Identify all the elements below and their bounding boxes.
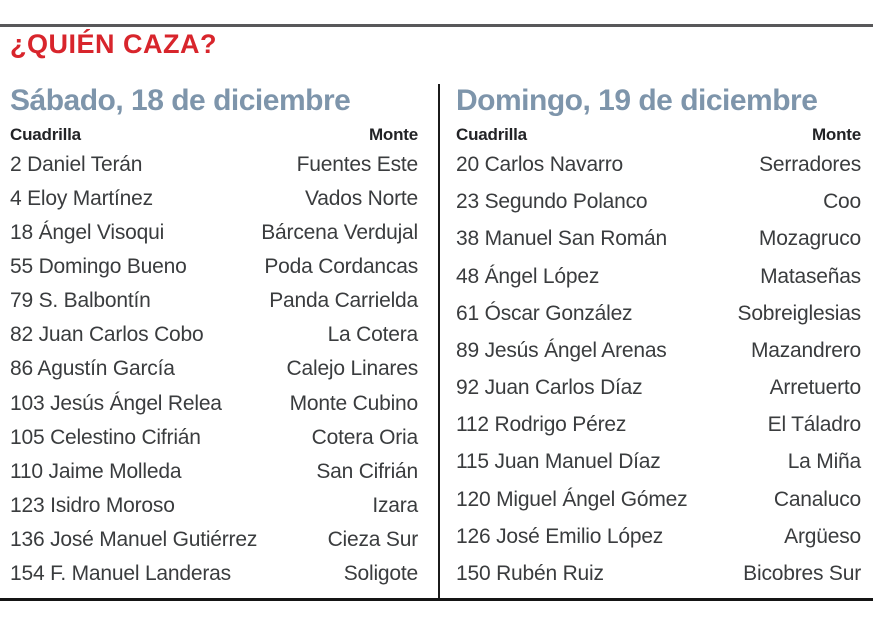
table-row [10,153,418,177]
table-row [456,153,861,177]
bottom-rule [0,598,873,601]
row-monte: Arretuerto [769,376,861,400]
table-row [456,488,861,512]
table-row [10,187,418,211]
row-monte: Serradores [759,153,861,176]
table-row [456,525,861,549]
table-row [456,562,861,586]
row-monte: La Miña [787,450,861,474]
row-cuadrilla: 103 Jesús Ángel Relea [10,391,222,415]
row-cuadrilla: 23 Segundo Polanco [456,190,648,214]
table-row [10,460,418,484]
row-cuadrilla: 126 José Emilio López [456,524,664,548]
row-monte: Argüeso [784,524,861,548]
row-monte: Monte Cubino [289,391,418,415]
row-cuadrilla: 18 Ángel Visoqui [10,221,165,245]
table-row [456,302,861,326]
row-monte: Canaluco [773,487,861,511]
row-cuadrilla: 79 S. Balbontín [10,289,151,313]
table-row [456,376,861,400]
row-monte: Mataseñas [760,264,861,288]
row-cuadrilla: 61 Óscar González [456,301,633,325]
table-row [456,450,861,474]
row-monte: Calejo Linares [286,357,418,381]
table-row [10,528,418,552]
table-row [10,426,418,450]
cuadrilla-header: Cuadrilla [10,125,81,144]
row-cuadrilla: 120 Miguel Ángel Gómez [456,487,688,511]
table-row [456,339,861,363]
table-row [10,562,418,586]
row-cuadrilla: 86 Agustín García [10,357,175,381]
row-cuadrilla: 82 Juan Carlos Cobo [10,323,204,347]
row-cuadrilla: 38 Manuel San Román [456,227,667,251]
top-rule [0,24,873,27]
row-monte: Bárcena Verdujal [261,221,418,245]
saturday-heading: Sábado, 18 de diciembre [10,84,351,117]
row-monte: San Cifrián [316,459,418,483]
row-monte: Izara [372,493,418,517]
row-monte: Fuentes Este [296,153,418,176]
table-row [10,255,418,279]
row-monte: Mazandrero [750,338,861,362]
table-row [10,392,418,416]
saturday-column [0,84,438,598]
table-row [456,190,861,214]
table-row [456,413,861,437]
row-monte: Mozagruco [758,227,861,251]
table-row [10,323,418,347]
saturday-rows [10,145,418,586]
table-row [456,265,861,289]
sunday-table-header [456,125,861,145]
row-cuadrilla: 89 Jesús Ángel Arenas [456,338,667,362]
row-cuadrilla: 92 Juan Carlos Díaz [456,376,643,400]
table-row [10,494,418,518]
row-cuadrilla: 4 Eloy Martínez [10,187,153,211]
page-title: ¿QUIÉN CAZA? [10,29,217,59]
cuadrilla-header: Cuadrilla [456,125,527,144]
sunday-rows [456,145,861,586]
row-cuadrilla: 150 Rubén Ruiz [456,561,604,585]
table-row [10,357,418,381]
row-monte: Poda Cordancas [264,255,418,279]
monte-header: Monte [368,125,418,144]
two-day-columns [0,84,873,598]
table-row [456,227,861,251]
row-cuadrilla: 112 Rodrigo Pérez [456,413,627,437]
row-cuadrilla: 110 Jaime Molleda [10,459,182,483]
row-cuadrilla: 105 Celestino Cifrián [10,425,201,449]
row-monte: Cieza Sur [327,527,418,551]
sunday-heading: Domingo, 19 de diciembre [456,84,818,117]
row-cuadrilla: 115 Juan Manuel Díaz [456,450,661,474]
table-row [10,289,418,313]
row-cuadrilla: 20 Carlos Navarro [456,153,623,176]
row-monte: La Cotera [327,323,418,347]
monte-header: Monte [811,125,861,144]
row-cuadrilla: 154 F. Manuel Landeras [10,561,231,585]
row-monte: El Táladro [767,413,861,437]
row-monte: Panda Carrielda [269,289,418,313]
row-monte: Sobreiglesias [737,301,861,325]
row-cuadrilla: 136 José Manuel Gutiérrez [10,527,258,551]
row-monte: Cotera Oria [311,425,418,449]
row-monte: Coo [823,190,861,214]
row-cuadrilla: 48 Ángel López [456,264,600,288]
row-cuadrilla: 123 Isidro Moroso [10,493,175,517]
sunday-column [440,84,873,598]
table-row [10,221,418,245]
row-monte: Bicobres Sur [743,561,861,585]
row-cuadrilla: 2 Daniel Terán [10,153,143,176]
row-cuadrilla: 55 Domingo Bueno [10,255,187,279]
row-monte: Vados Norte [305,187,418,211]
row-monte: Soligote [343,561,418,585]
saturday-table-header [10,125,418,145]
